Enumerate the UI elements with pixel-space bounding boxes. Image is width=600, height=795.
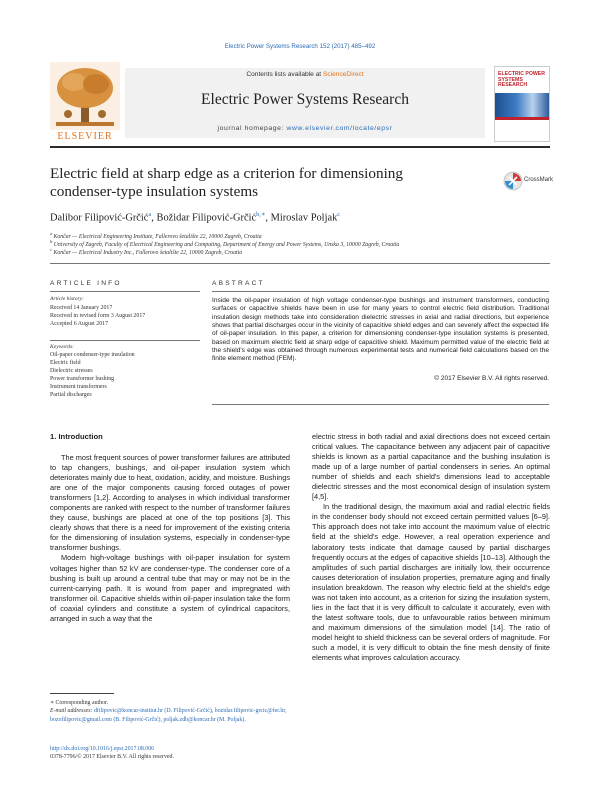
- email-links[interactable]: dfilipovic@koncar-institut.hr (D. Filipović-Grčić), bozidar.filipovic-grcic@fer.hr, bozofilipovic@gmail.com (B. Filipović-Grčić), poljak.zdb@koncar.hr (M. Poljak).: [50, 708, 287, 723]
- homepage-link[interactable]: www.elsevier.com/locate/epsr: [286, 125, 393, 132]
- body-column-right: [312, 432, 550, 663]
- divider: [50, 263, 550, 264]
- paragraph: Modern high-voltage bushings with oil-paper insulation for system voltages higher than 52 kV are condenser-type. The condenser core of a bushing is built up around a central tube that may or may not be in the current-carrying path. It is wound from paper and impregnated with transformer oil. Capacitive shields within oil-paper insulation take the form of coaxial cylinders and constitute a system of cylindrical capacitors, arranged in such a way that the: [50, 553, 290, 623]
- footnote-rule: [50, 693, 114, 694]
- footnotes: [50, 699, 290, 724]
- divider: [50, 291, 200, 292]
- history-item: Received in revised form 3 August 2017: [50, 313, 146, 319]
- article-title: Electric field at sharp edge as a criterion for dimensioning condenser-type insulation systems: [50, 165, 403, 200]
- email-label: E-mail addresses:: [50, 708, 93, 715]
- author-mark: a: [148, 211, 152, 218]
- contents-prefix: Contents lists available at: [246, 71, 322, 78]
- sciencedirect-link[interactable]: ScienceDirect: [322, 71, 364, 78]
- crossmark-label: CrossMark: [524, 177, 554, 183]
- divider: [212, 291, 549, 292]
- affiliation: $^c$ Končar — Electrical Industry Inc., Fallerovo šetalište 22, 10000 Zagreb, Croatia: [50, 247, 243, 256]
- journal-reference[interactable]: Electric Power Systems Research 152 (2017) 485–492: [224, 43, 376, 50]
- paragraph: electric stress in both radial and axial directions does not exceed certain critical values. The capacitance between any adjacent pair of capacitive shields is known as a partial capacitance and the bushing insulation is made up of a large number of partial condensers in series. An optimal number of shields and each shield's dimensions lead to acceptable dielectric stresses and the most economical design of insulation system [4,5].: [312, 432, 550, 502]
- journal-header: [50, 62, 550, 144]
- homepage-label: journal homepage:: [217, 125, 285, 132]
- section-heading: 1. Introduction: [50, 432, 103, 441]
- paragraph: The most frequent sources of power transformer failures are attributed to tap changers, bushings, and oil-paper insulation system which deteriorates mainly due to heat, oxidation, acidity, and moisture. Bushings are one of the major components causing forced outages of power transformers [1,2]. According to analyses in which individual transformer components are ranked with respect to the number of transformer failures they cause, bushings are placed at one of the top positions [3]. This clearly shows that there is a need for improvement of the existing criteria for the dimensioning of insulation systems, especially in condenser-type transformer bushings.: [50, 453, 290, 553]
- author-separator: ,: [151, 212, 154, 224]
- corresponding-author-note: ∗ Corresponding author.: [50, 700, 109, 706]
- author-name[interactable]: Božidar Filipović-Grčić: [156, 212, 257, 224]
- journal-title: Electric Power Systems Research: [201, 91, 409, 108]
- journal-cover-thumbnail[interactable]: [494, 66, 550, 142]
- contents-line: [125, 71, 485, 78]
- crossmark-icon: [503, 170, 523, 192]
- cover-title: ELECTRIC POWER SYSTEMS RESEARCH: [498, 71, 545, 88]
- history-label: Article history:: [50, 296, 85, 302]
- publisher-name: ELSEVIER: [57, 131, 113, 142]
- author-mark[interactable]: b,∗: [256, 211, 266, 218]
- doi-link[interactable]: http://dx.doi.org/10.1016/j.epsr.2017.08.006: [50, 746, 155, 752]
- tree-icon: [50, 62, 120, 130]
- keyword: Power transformer bushing: [50, 376, 115, 382]
- email-note: [50, 707, 290, 724]
- journal-homepage: [125, 125, 485, 132]
- divider: [212, 404, 549, 405]
- body-column-left: [50, 453, 290, 624]
- elsevier-logo[interactable]: [50, 62, 120, 144]
- abstract-heading: ABSTRACT: [212, 280, 265, 287]
- keyword: Instrument transformers: [50, 384, 107, 390]
- author-name[interactable]: Miroslav Poljak: [270, 212, 338, 224]
- abstract-copyright: © 2017 Elsevier B.V. All rights reserved.: [434, 375, 549, 382]
- affiliation: $^b$ University of Zagreb, Faculty of Electrical Engineering and Computing, Department of Energy and Power Systems, Unska 3, 10000 Zagreb, Croatia: [50, 239, 400, 248]
- author-separator: ,: [265, 212, 268, 224]
- author-list: [50, 210, 550, 223]
- keyword: Oil-paper condenser-type insulation: [50, 352, 135, 358]
- paragraph: In the traditional design, the maximum axial and radial electric fields in the condenser body should not exceed certain permitted values [6–9]. This approach does not take into account the maximum value of electric field at the shield's edge. However, a real operation experience and laboratory tests indicate that damage caused by partial discharges frequently occurs at the edges of capacitive shields [10–13]. Although the amplitudes of such partial discharges are initially low, their occurrence causes deterioration of insulation properties, premature aging and finally insulation breakdown. The reason why electric field at the shield's edge was not taken into account, as a criterion for sizing the insulation system, lies in the fact that it is very difficult to calculate it accurately, even with the latest software tools, due to unfavourable ratios between minimum and maximum dimensions of the simulation model [14]. The ratio of model height to shield thickness can be several orders of magnitude. For such a model, it is very difficult to obtain the fine mesh density of finite elements what improves calculation accuracy.: [312, 502, 550, 663]
- affiliation: $^a$ Končar — Electrical Engineering Institute, Fallerovo šetalište 22, 10000 Zagreb, Croatia: [50, 231, 262, 240]
- author-mark: c: [337, 211, 341, 218]
- article-info-heading: ARTICLE INFO: [50, 280, 122, 287]
- header-rule: [50, 146, 550, 148]
- doi-block: [50, 745, 350, 761]
- history-item: Received 14 January 2017: [50, 305, 113, 311]
- crossmark-badge[interactable]: [503, 170, 553, 194]
- abstract-text: Inside the oil-paper insulation of high voltage condenser-type bushings and instrument transformers, conducting surfaces or capacitive shields have been in use for many years to control electric field distribution. Traditional insulation design methods take into consideration dielectric stresses in axial and radial directions, but experience shows that partial discharges occur in the vicinity of capacitive shield edges and can severely affect the expected life of oil-paper insulation. In this paper, a criterion for dimensioning condenser-type insulation systems is presented, based on maximum electric field at sharp edge of capacitive shield. Maximum permitted value of the electric field at the shield's edge was obtained through numerous experimental tests and numerical field calculations based on the finite element method (FEM).: [212, 297, 549, 363]
- keywords-label: Keywords:: [50, 344, 75, 350]
- keyword: Electric field: [50, 360, 81, 366]
- divider: [50, 340, 200, 341]
- keyword: Partial discharges: [50, 392, 92, 398]
- cover-bar: [495, 117, 549, 120]
- keyword: Dielectric stresses: [50, 368, 93, 374]
- issn-line: 0378-7796/© 2017 Elsevier B.V. All rights reserved.: [50, 754, 174, 761]
- author-name[interactable]: Dalibor Filipović-Grčić: [50, 212, 149, 224]
- history-item: Accepted 6 August 2017: [50, 321, 109, 327]
- cover-image: [495, 93, 549, 117]
